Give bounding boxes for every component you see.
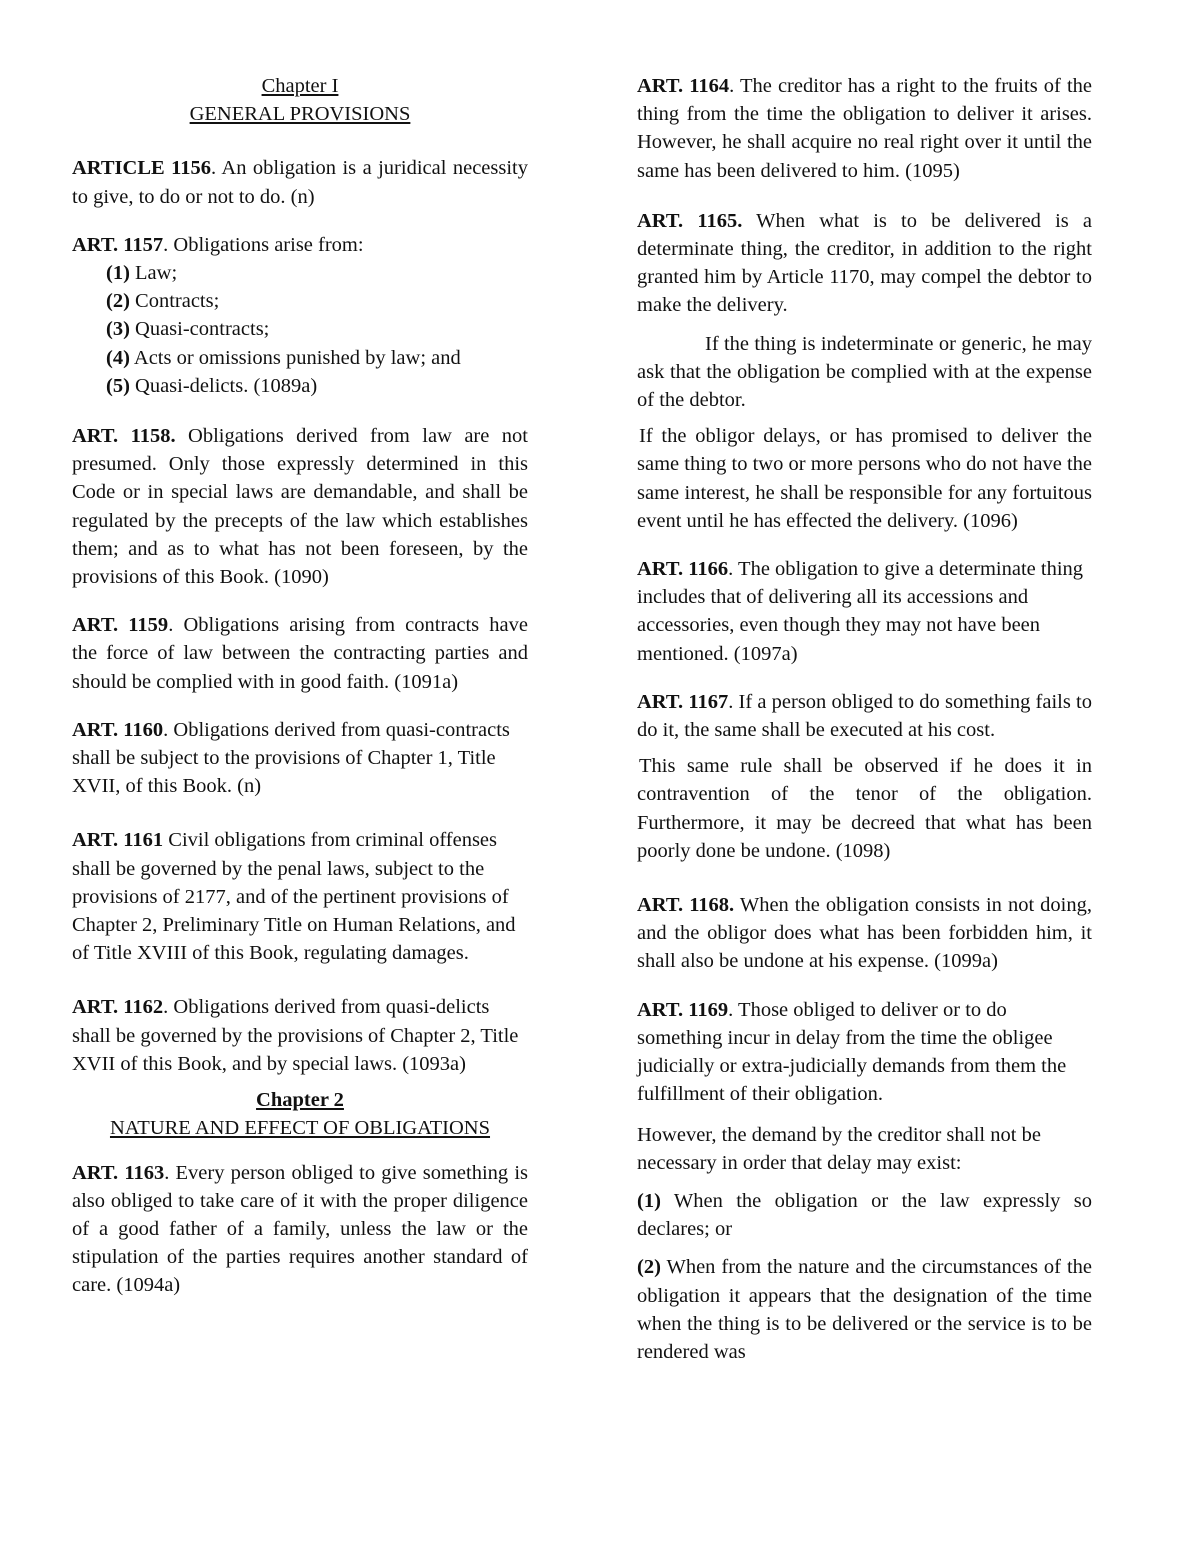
article-1158-number: ART. 1158. xyxy=(72,425,176,448)
chapter-1-heading xyxy=(72,72,528,128)
list-item-number: (5) xyxy=(106,374,130,397)
article-1156-number: ARTICLE 1156 xyxy=(72,157,211,180)
article-1161 xyxy=(72,826,528,967)
article-1162-text: . Obligations derived from quasi-delicts shall be governed by the provisions of Chapter 2, Title XVII of this Book, and by special laws. (1093a) xyxy=(72,996,519,1075)
list-item xyxy=(106,259,528,287)
article-1165-paragraph-3: If the obligor delays, or has promised to deliver the same thing to two or more persons who do not have the same interest, he shall be responsible for any fortuitous event until he has effected the delivery. (1096) xyxy=(637,425,1092,532)
article-1168-text: When the obligation consists in not doing, and the obligor does what has been forbidden him, it shall also be undone at his expense. (1099a) xyxy=(637,894,1092,973)
article-1156 xyxy=(72,154,528,210)
article-1161-text: Civil obligations from criminal offenses shall be governed by the penal laws, subject to the provisions of 2177, and of the pertinent provisions of Chapter 2, Preliminary Title on Human Relations, and of Title XVIII of this Book, regulating damages. xyxy=(72,829,516,965)
article-1158-text: Obligations derived from law are not presumed. Only those expressly determined in this Code or in special laws are demandable, and shall be regulated by the precepts of the law which establishes them; and as to what has not been foreseen, by the provisions of this Book. (1090) xyxy=(72,425,528,589)
list-item xyxy=(106,372,528,400)
article-1167-paragraph-2: This same rule shall be observed if he does it in contravention of the tenor of the obligation. Furthermore, it may be decreed that what has been poorly done be undone. (1098) xyxy=(637,755,1092,862)
list-item-text: Acts or omissions punished by law; and xyxy=(129,346,461,369)
article-1160-number: ART. 1160 xyxy=(72,718,164,741)
list-item-text: Quasi-contracts; xyxy=(129,318,270,341)
article-1156-text: . An obligation is a juridical necessity to give, to do or not to do. (n) xyxy=(72,157,528,208)
article-1163-number: ART. 1163 xyxy=(72,1161,165,1184)
article-1169-number: ART. 1169 xyxy=(637,998,729,1021)
article-1165-text: When what is to be delivered is a determinate thing, the creditor, in addition to the right granted him by Article 1170, may compel the debtor to make the delivery. xyxy=(637,209,1092,317)
article-1167-text: . If a person obliged to do something fails to do it, the same shall be executed at his cost. xyxy=(637,690,1092,742)
article-1157-text: . Obligations arise from: xyxy=(163,233,364,256)
article-1164 xyxy=(637,72,1092,185)
list-item xyxy=(106,344,528,372)
article-1169-item-2 xyxy=(637,1253,1092,1366)
article-1157-number: ART. 1157 xyxy=(72,233,164,256)
list-item-number: (1) xyxy=(106,262,130,285)
right-column xyxy=(637,72,1092,1366)
chapter-1-title: Chapter I xyxy=(261,75,339,97)
list-item xyxy=(106,287,528,315)
list-item-text: When from the nature and the circumstances of the obligation it appears that the designation of the time when the thing is to be delivered or the service is to be rendered was xyxy=(637,1256,1092,1363)
list-item-text: Quasi-delicts. (1089a) xyxy=(129,374,318,397)
list-item-text: Contracts; xyxy=(129,290,220,313)
article-1164-text: . The creditor has a right to the fruits of the thing from the time the obligation to deliver it arises. However, he shall acquire no real right over it until the same has been delivered to him. (1095) xyxy=(637,75,1092,182)
article-1162 xyxy=(72,993,528,1078)
article-1166 xyxy=(637,555,1092,668)
list-item-number: (3) xyxy=(106,318,130,341)
list-item-text: Law; xyxy=(129,262,178,285)
list-item xyxy=(106,315,528,343)
list-item-number: (4) xyxy=(106,346,130,369)
article-1167-number: ART. 1167 xyxy=(637,690,729,713)
article-1166-text: . The obligation to give a determinate thing includes that of delivering all its accessions and accessories, even though they may not have been mentioned. (1097a) xyxy=(637,558,1084,665)
chapter-2-heading xyxy=(72,1086,528,1142)
article-1169 xyxy=(637,996,1092,1109)
article-1160-text: . Obligations derived from quasi-contracts shall be subject to the provisions of Chapter 1, Title XVII, of this Book. (n) xyxy=(72,718,510,798)
list-item-number: (2) xyxy=(106,290,130,313)
chapter-2-subtitle: NATURE AND EFFECT OF OBLIGATIONS xyxy=(109,1117,491,1140)
list-item-number: (2) xyxy=(637,1256,661,1279)
article-1162-number: ART. 1162 xyxy=(72,996,164,1019)
list-item-number: (1) xyxy=(637,1189,661,1212)
article-1169-paragraph-2: However, the demand by the creditor shall not be necessary in order that delay may exist: xyxy=(637,1123,1041,1174)
article-1163 xyxy=(72,1159,528,1300)
article-1165-number: ART. 1165. xyxy=(637,209,743,232)
article-1168-number: ART. 1168. xyxy=(637,894,735,917)
article-1165 xyxy=(637,207,1092,320)
article-1161-number: ART. 1161 xyxy=(72,829,164,852)
article-1159 xyxy=(72,611,528,696)
article-1164-number: ART. 1164 xyxy=(637,75,730,97)
left-column xyxy=(72,72,528,1300)
article-1163-text: . Every person obliged to give something is also obliged to take care of it with the proper diligence of a good father of a family, unless the law or the stipulation of the parties requires another standard of care. (1094a) xyxy=(72,1161,528,1297)
article-1169-item-1 xyxy=(637,1187,1092,1243)
article-1159-text: . Obligations arising from contracts have the force of law between the contracting parties and should be complied with in good faith. (1091a) xyxy=(72,614,528,693)
article-1168 xyxy=(637,891,1092,976)
article-1158 xyxy=(72,422,528,591)
article-1157-list xyxy=(72,259,528,400)
article-1160 xyxy=(72,716,528,801)
article-1166-number: ART. 1166 xyxy=(637,558,729,581)
article-1167 xyxy=(637,688,1092,744)
chapter-1-subtitle: GENERAL PROVISIONS xyxy=(189,103,411,126)
chapter-2-title: Chapter 2 xyxy=(256,1089,344,1112)
article-1157 xyxy=(72,231,528,259)
article-1169-text: . Those obliged to deliver or to do something incur in delay from the time the obligee judicially or extra-judicially demands from them the fulfillment of their obligation. xyxy=(637,998,1067,1106)
article-1165-paragraph-2: If the thing is indeterminate or generic, he may ask that the obligation be complied with at the expense of the debtor. xyxy=(637,332,1092,412)
list-item-text: When the obligation or the law expressly so declares; or xyxy=(637,1189,1092,1241)
article-1159-number: ART. 1159 xyxy=(72,614,169,637)
